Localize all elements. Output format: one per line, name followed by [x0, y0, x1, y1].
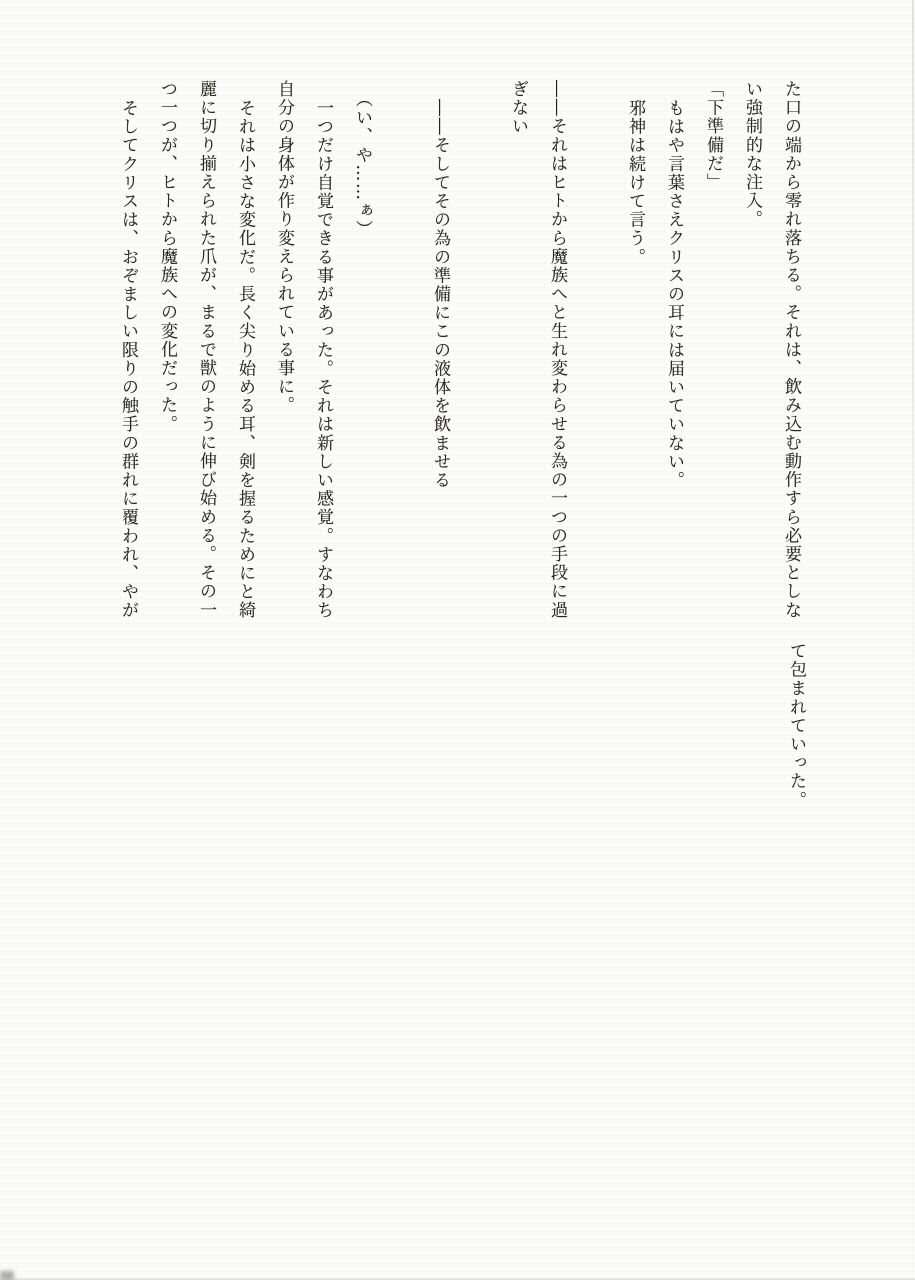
text-line: つ一つが、ヒトから魔族への変化だった。 [157, 80, 177, 434]
text-line: ――それはヒトから魔族へと生れ変わらせる為の一つの手段に過 [547, 80, 567, 620]
text-line: そしてクリスは、おぞましい限りの触手の群れに覆われ、やが [118, 99, 138, 620]
text-line: 「下準備だ」 [703, 80, 723, 192]
text-line: ――そしてその為の準備にこの液体を飲ませる [430, 99, 450, 490]
text-line: て包まれていった。 [786, 642, 806, 810]
main-text-block [108, 80, 810, 642]
text-line: もはや言葉さえクリスの耳には届いていない。 [664, 99, 684, 490]
text-line: た口の端から零れ落ちる。それは、飲み込む動作すら必要としな [781, 80, 801, 620]
continuation-text-block [776, 642, 815, 832]
text-line: い強制的な注入。 [742, 80, 762, 229]
scan-edge-artifact-right [912, 0, 914, 700]
text-line: それは小さな変化だ。長く尖り始める耳、剣を握るためにと綺 [235, 99, 255, 620]
text-line: 一つだけ自覚できる事があった。それは新しい感覚。すなわち [313, 99, 333, 620]
text-line: （い、や……ぁ） [352, 89, 372, 239]
text-line: 自分の身体が作り変えられている事に。 [274, 80, 294, 415]
text-line: 麗に切り揃えられた爪が、まるで獣のように伸び始める。その一 [196, 80, 216, 620]
scan-smudge [0, 1271, 14, 1280]
text-line: 邪神は続けて言う。 [625, 99, 645, 267]
text-line: ぎない [508, 80, 528, 136]
